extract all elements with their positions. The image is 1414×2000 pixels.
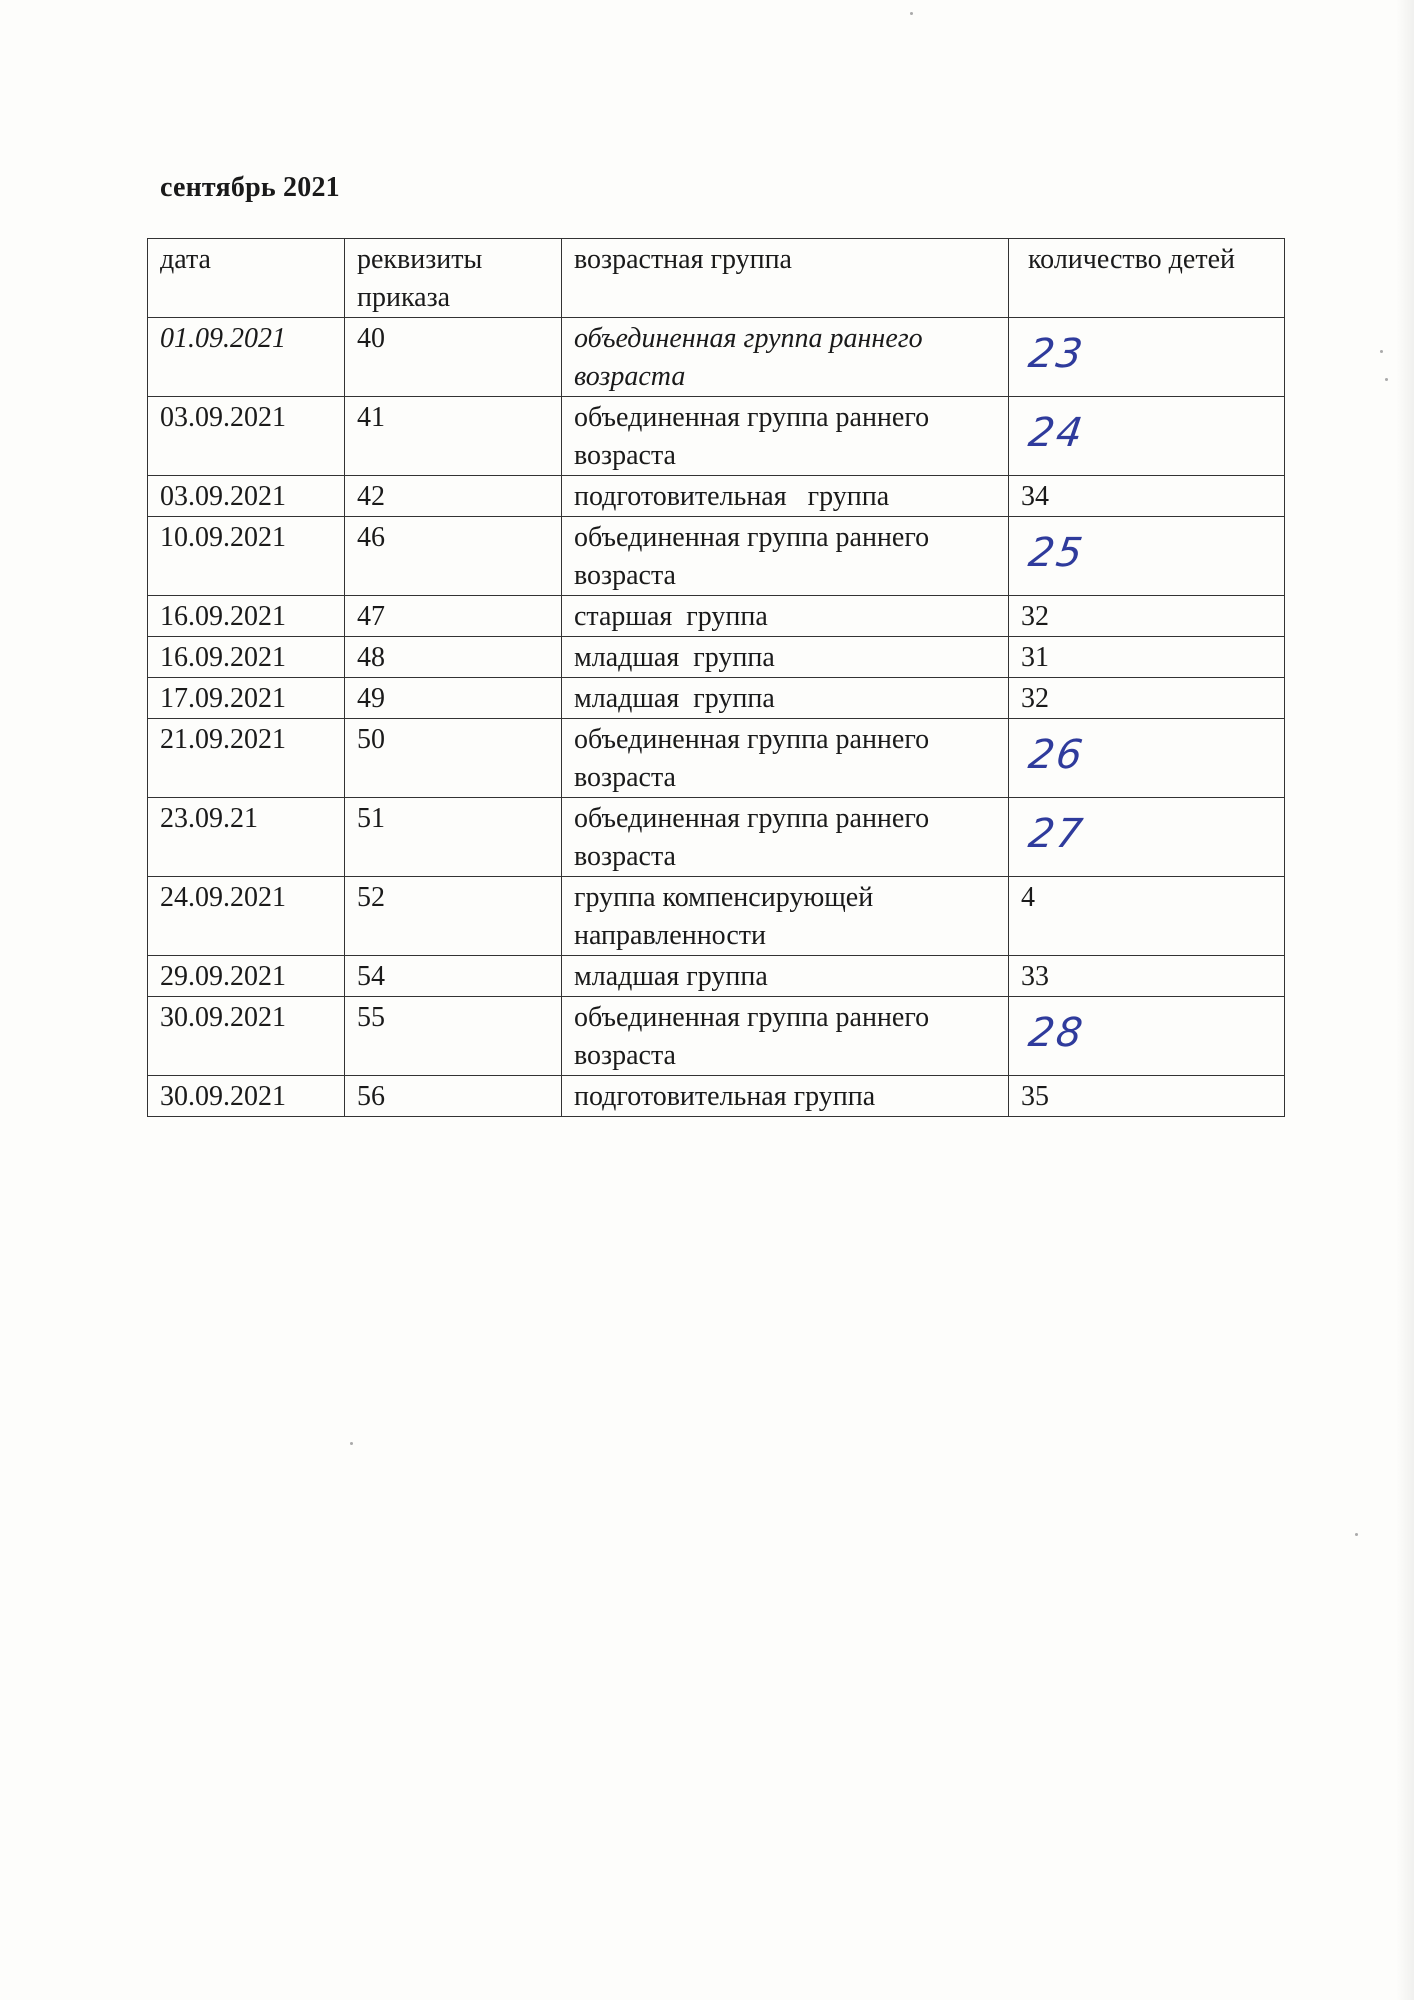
table-row <box>148 517 1285 596</box>
cell-group-text: группа компенсирующей направленности <box>574 882 881 951</box>
cell-order-text: 54 <box>357 961 385 992</box>
cell-count-text: 31 <box>1021 642 1049 673</box>
cell-date-text: 17.09.2021 <box>160 683 286 714</box>
journal-table-container <box>147 238 1284 1117</box>
cell-order-text: 42 <box>357 481 385 512</box>
cell-order <box>345 678 562 719</box>
cell-order-text: 46 <box>357 522 385 553</box>
cell-group-text: объединенная группа раннего возраста <box>574 724 937 793</box>
cell-date-text: 03.09.2021 <box>160 481 286 512</box>
cell-date <box>148 719 345 798</box>
cell-group-text: подготовительная группа <box>574 481 890 512</box>
cell-count <box>1009 678 1285 719</box>
cell-date-text: 01.09.2021 <box>160 323 286 354</box>
cell-date <box>148 877 345 956</box>
journal-table <box>147 238 1285 1117</box>
cell-group <box>562 798 1009 877</box>
cell-date <box>148 318 345 397</box>
cell-order <box>345 397 562 476</box>
table-row <box>148 596 1285 637</box>
cell-count <box>1009 956 1285 997</box>
cell-count-text: 4 <box>1021 882 1035 913</box>
cell-group <box>562 596 1009 637</box>
scan-speck <box>1355 1533 1358 1536</box>
cell-count-text: 34 <box>1021 481 1049 512</box>
table-row <box>148 956 1285 997</box>
table-row <box>148 997 1285 1076</box>
cell-date <box>148 397 345 476</box>
cell-count-text: 32 <box>1021 601 1049 632</box>
cell-group <box>562 877 1009 956</box>
cell-order-text: 52 <box>357 882 385 913</box>
handwritten-count: 27 <box>1025 811 1088 857</box>
scan-speck <box>910 12 913 15</box>
handwritten-count: 26 <box>1025 732 1088 778</box>
cell-group-text: объединенная группа раннего возраста <box>574 803 937 872</box>
cell-count <box>1009 877 1285 956</box>
cell-group <box>562 719 1009 798</box>
cell-date <box>148 1076 345 1117</box>
cell-group <box>562 1076 1009 1117</box>
cell-date-text: 16.09.2021 <box>160 601 286 632</box>
table-row <box>148 1076 1285 1117</box>
cell-date-text: 30.09.2021 <box>160 1002 286 1033</box>
cell-date-text: 29.09.2021 <box>160 961 286 992</box>
cell-count <box>1009 798 1285 877</box>
table-row <box>148 397 1285 476</box>
cell-group <box>562 997 1009 1076</box>
handwritten-count: 23 <box>1025 331 1088 377</box>
cell-date <box>148 517 345 596</box>
cell-order-text: 51 <box>357 803 385 834</box>
cell-group-text: объединенная группа раннего возраста <box>574 522 937 591</box>
cell-date-text: 24.09.2021 <box>160 882 286 913</box>
cell-count-text: 33 <box>1021 961 1049 992</box>
cell-date-text: 30.09.2021 <box>160 1081 286 1112</box>
cell-order <box>345 877 562 956</box>
header-group: возрастная группа <box>562 239 1009 318</box>
cell-date-text: 16.09.2021 <box>160 642 286 673</box>
cell-order-text: 50 <box>357 724 385 755</box>
cell-count <box>1009 719 1285 798</box>
cell-order <box>345 637 562 678</box>
cell-group <box>562 397 1009 476</box>
cell-date-text: 21.09.2021 <box>160 724 286 755</box>
cell-order <box>345 517 562 596</box>
cell-order-text: 40 <box>357 323 385 354</box>
table-row <box>148 476 1285 517</box>
cell-date-text: 10.09.2021 <box>160 522 286 553</box>
table-row <box>148 719 1285 798</box>
cell-count <box>1009 476 1285 517</box>
cell-group <box>562 517 1009 596</box>
cell-group-text: старшая группа <box>574 601 768 632</box>
cell-date <box>148 637 345 678</box>
cell-order <box>345 596 562 637</box>
handwritten-count: 24 <box>1025 410 1088 456</box>
scan-edge-shadow <box>1396 0 1414 2000</box>
cell-order-text: 49 <box>357 683 385 714</box>
table-row <box>148 798 1285 877</box>
header-order: реквизиты приказа <box>345 239 562 318</box>
cell-group-text: объединенная группа раннего возраста <box>574 323 930 392</box>
cell-count <box>1009 517 1285 596</box>
table-row <box>148 877 1285 956</box>
cell-date <box>148 997 345 1076</box>
cell-group-text: объединенная группа раннего возраста <box>574 402 937 471</box>
cell-order-text: 41 <box>357 402 385 433</box>
table-body <box>148 318 1285 1117</box>
cell-order-text: 48 <box>357 642 385 673</box>
cell-group-text: младшая группа <box>574 642 775 673</box>
cell-date-text: 23.09.21 <box>160 803 258 834</box>
cell-count <box>1009 637 1285 678</box>
cell-date <box>148 798 345 877</box>
cell-order <box>345 798 562 877</box>
cell-group-text: объединенная группа раннего возраста <box>574 1002 937 1071</box>
cell-count <box>1009 596 1285 637</box>
cell-count <box>1009 1076 1285 1117</box>
cell-group <box>562 476 1009 517</box>
header-count: количество детей <box>1009 239 1285 318</box>
cell-count <box>1009 997 1285 1076</box>
scan-speck <box>350 1442 353 1445</box>
table-row <box>148 318 1285 397</box>
cell-order <box>345 318 562 397</box>
handwritten-count: 25 <box>1025 530 1088 576</box>
table-header-row <box>148 239 1285 318</box>
cell-group <box>562 678 1009 719</box>
cell-date <box>148 678 345 719</box>
cell-order <box>345 476 562 517</box>
cell-group <box>562 637 1009 678</box>
cell-group <box>562 956 1009 997</box>
table-row <box>148 678 1285 719</box>
cell-group-text: младшая группа <box>574 683 775 714</box>
scan-speck <box>1380 350 1383 353</box>
scan-speck <box>1385 378 1388 381</box>
cell-group <box>562 318 1009 397</box>
page-heading: сентябрь 2021 <box>160 172 340 203</box>
cell-group-text: подготовительная группа <box>574 1081 876 1112</box>
header-date: дата <box>148 239 345 318</box>
cell-date <box>148 476 345 517</box>
cell-date <box>148 596 345 637</box>
cell-order <box>345 997 562 1076</box>
handwritten-count: 28 <box>1025 1010 1088 1056</box>
table-row <box>148 637 1285 678</box>
cell-order <box>345 719 562 798</box>
cell-group-text: младшая группа <box>574 961 768 992</box>
cell-count-text: 32 <box>1021 683 1049 714</box>
cell-order <box>345 1076 562 1117</box>
cell-date <box>148 956 345 997</box>
cell-count <box>1009 397 1285 476</box>
cell-order-text: 47 <box>357 601 385 632</box>
cell-order-text: 55 <box>357 1002 385 1033</box>
cell-count <box>1009 318 1285 397</box>
cell-count-text: 35 <box>1021 1081 1049 1112</box>
cell-order <box>345 956 562 997</box>
cell-order-text: 56 <box>357 1081 385 1112</box>
cell-date-text: 03.09.2021 <box>160 402 286 433</box>
